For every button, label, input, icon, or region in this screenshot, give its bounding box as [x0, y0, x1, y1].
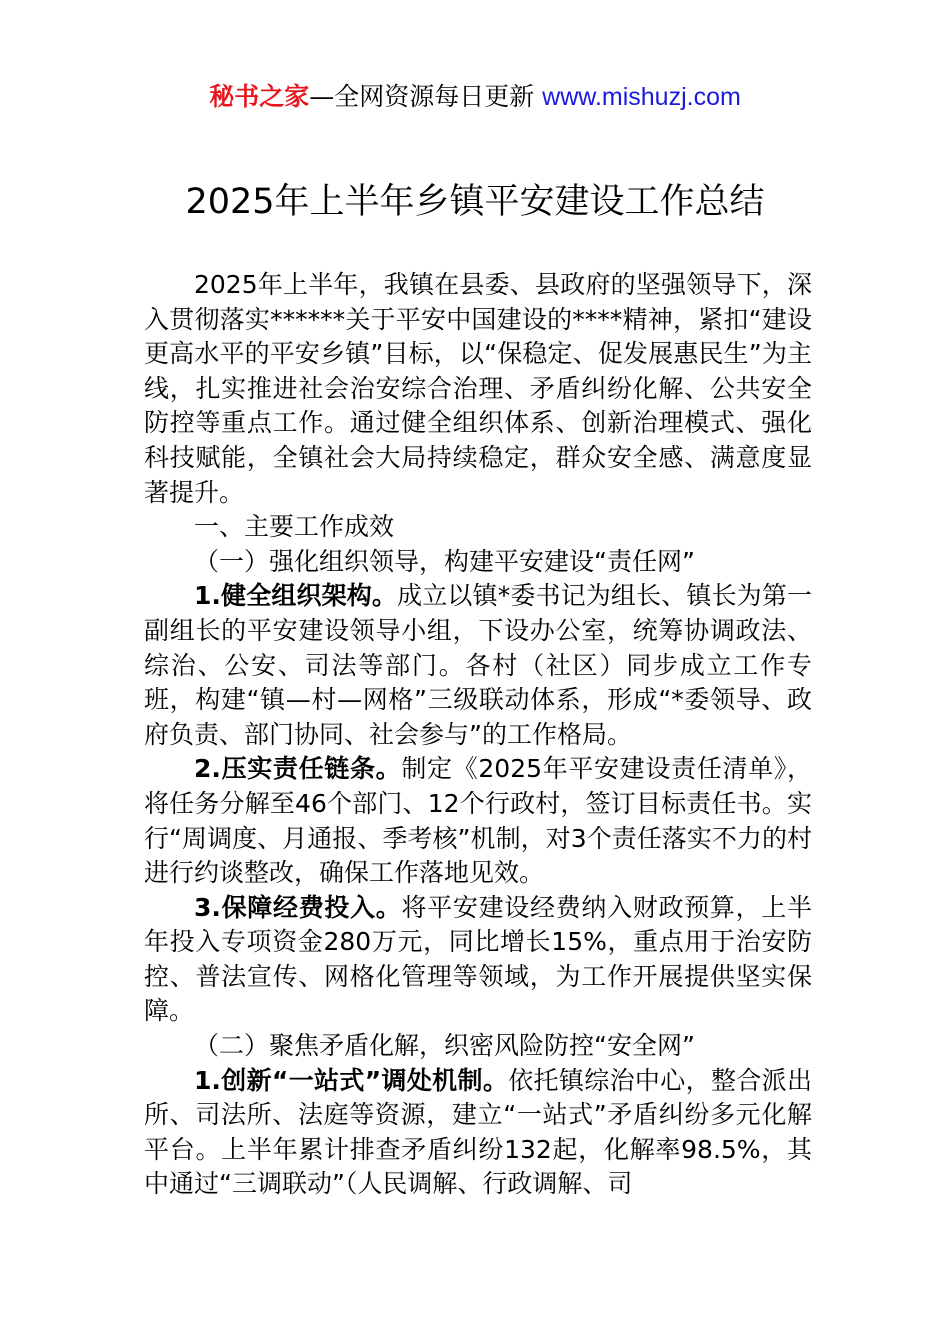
site-brand: 秘书之家	[209, 82, 310, 111]
subsection-heading: （一）强化组织领导，构建平安建设“责任网”	[194, 546, 695, 576]
site-header	[0, 80, 950, 114]
item-lead: 1.健全组织架构。	[194, 581, 398, 611]
site-url-link[interactable]: www.mishuzj.com	[542, 83, 741, 111]
list-item	[144, 579, 812, 752]
item-lead: 1.创新“一站式”调处机制。	[194, 1065, 509, 1095]
list-item	[144, 1064, 812, 1202]
item-text: 依托镇综治中心，整合派出所、司法所、法庭等资源，建立“一站式”矛盾纠纷多元化解平台。上半年累计排查矛盾纠纷132起，化解率98.5%，其中通过“三调联动”（人民调解、行政调解、司	[144, 1065, 812, 1199]
item-lead: 3.保障经费投入。	[194, 892, 402, 922]
list-item	[144, 891, 812, 1029]
list-item	[144, 752, 812, 890]
site-tagline: —全网资源每日更新	[309, 82, 543, 111]
section-heading: 一、主要工作成效	[194, 512, 395, 542]
subsection-heading: （二）聚焦矛盾化解，织密风险防控“安全网”	[194, 1031, 695, 1061]
intro-paragraph: 2025年上半年，我镇在县委、县政府的坚强领导下，深入贯彻落实******关于平安中国建设的****精神，紧扣“建设更高水平的平安乡镇”目标，以“保稳定、促发展惠民生”为主线，扎实推进社会治安综合治理、矛盾纠纷化解、公共安全防控等重点工作。通过健全组织体系、创新治理模式、强化科技赋能，全镇社会大局持续稳定，群众安全感、满意度显著提升。	[144, 270, 812, 507]
item-lead: 2.压实责任链条。	[194, 754, 402, 784]
document-title: 2025年上半年乡镇平安建设工作总结	[185, 182, 765, 222]
document-body	[144, 268, 812, 1202]
item-text: 成立以镇*委书记为组长、镇长为第一副组长的平安建设领导小组，下设办公室，统筹协调政法、综治、公安、司法等部门。各村（社区）同步成立工作专班，构建“镇—村—网格”三级联动体系，形成“*委领导、政府负责、部门协同、社会参与”的工作格局。	[144, 581, 812, 749]
item-text: 制定《2025年平安建设责任清单》，将任务分解至46个部门、12个行政村，签订目标责任书。实行“周调度、月通报、季考核”机制，对3个责任落实不力的村进行约谈整改，确保工作落地见效。	[144, 754, 812, 888]
item-text: 将平安建设经费纳入财政预算，上半年投入专项资金280万元，同比增长15%，重点用于治安防控、普法宣传、网格化管理等领域，为工作开展提供坚实保障。	[144, 892, 812, 1026]
